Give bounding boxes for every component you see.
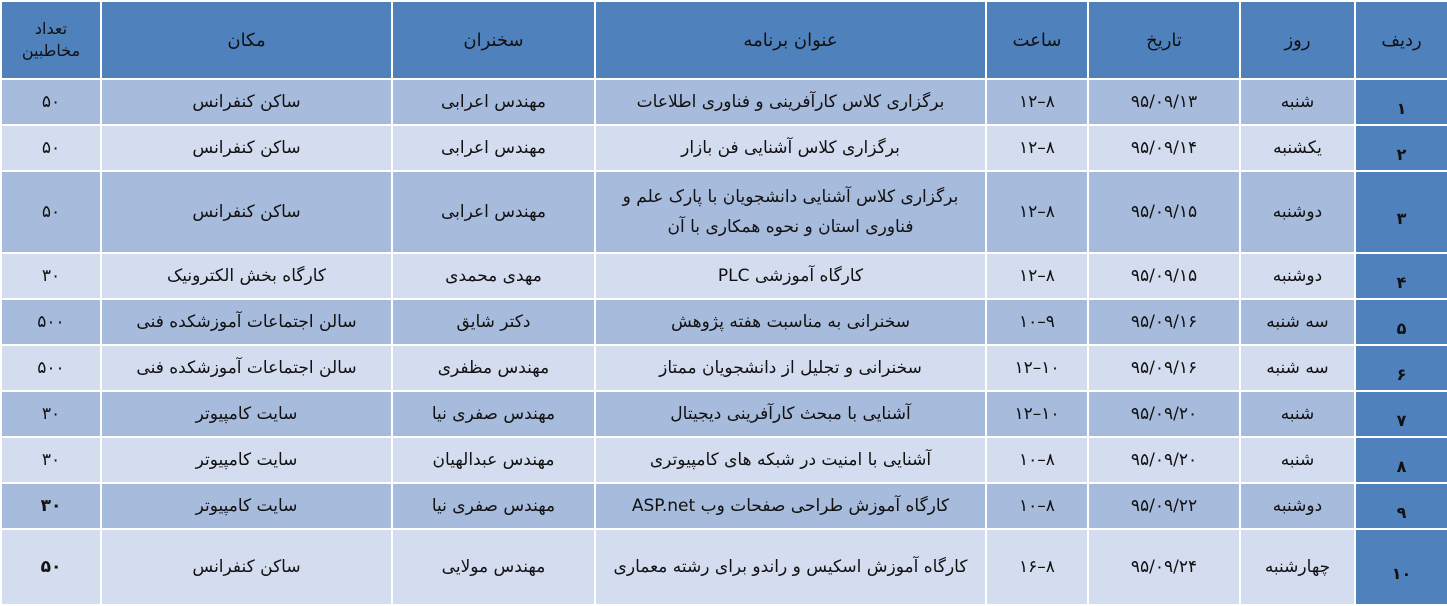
title-cell: کارگاه آموزش اسکیس و راندو برای رشته معماری (595, 529, 986, 605)
day-cell: یکشنبه (1240, 125, 1355, 171)
place-cell: سایت کامپیوتر (101, 391, 392, 437)
place-cell: ساکن کنفرانس (101, 529, 392, 605)
date-cell: ۹۵/۰۹/۲۰ (1088, 437, 1240, 483)
time-cell: ۱۰–۸ (986, 483, 1088, 529)
date-cell: ۹۵/۰۹/۱۵ (1088, 253, 1240, 299)
table-row (1, 299, 1447, 345)
title-cell: برگزاری کلاس کارآفرینی و فناوری اطلاعات (595, 79, 986, 125)
table-row (1, 529, 1447, 605)
table-row (1, 345, 1447, 391)
table-row (1, 79, 1447, 125)
row-number: ۳ (1355, 171, 1447, 253)
date-cell: ۹۵/۰۹/۱۴ (1088, 125, 1240, 171)
speaker-cell: مهندس صفری نیا (392, 483, 595, 529)
place-cell: سالن اجتماعات آموزشکده فنی (101, 299, 392, 345)
title-cell: آشنایی با مبحث کارآفرینی دیجیتال (595, 391, 986, 437)
speaker-cell: مهندس اعرابی (392, 171, 595, 253)
table-row (1, 391, 1447, 437)
header-date: تاریخ (1088, 1, 1240, 79)
place-cell: ساکن کنفرانس (101, 125, 392, 171)
audience-count-cell: ۳۰ (1, 483, 101, 529)
day-cell: شنبه (1240, 79, 1355, 125)
title-cell: کارگاه آموزشی PLC (595, 253, 986, 299)
title-cell: کارگاه آموزش طراحی صفحات وب ASP.net (595, 483, 986, 529)
table-row (1, 437, 1447, 483)
place-cell: سالن اجتماعات آموزشکده فنی (101, 345, 392, 391)
table-row (1, 125, 1447, 171)
place-cell: کارگاه بخش الکترونیک (101, 253, 392, 299)
title-cell: سخنرانی و تجلیل از دانشجویان ممتاز (595, 345, 986, 391)
time-cell: ۱۲–۸ (986, 79, 1088, 125)
table-row (1, 253, 1447, 299)
date-cell: ۹۵/۰۹/۲۰ (1088, 391, 1240, 437)
row-number: ۶ (1355, 345, 1447, 391)
title-cell: برگزاری کلاس آشنایی دانشجویان با پارک علم و فناوری استان و نحوه همکاری با آن (595, 171, 986, 253)
audience-count-cell: ۵۰ (1, 529, 101, 605)
date-cell: ۹۵/۰۹/۱۵ (1088, 171, 1240, 253)
table-row (1, 171, 1447, 253)
place-cell: ساکن کنفرانس (101, 79, 392, 125)
day-cell: سه شنبه (1240, 299, 1355, 345)
day-cell: شنبه (1240, 391, 1355, 437)
audience-count-cell: ۵۰ (1, 171, 101, 253)
speaker-cell: مهندس مظفری (392, 345, 595, 391)
audience-count-cell: ۳۰ (1, 437, 101, 483)
time-cell: ۱۰–۸ (986, 437, 1088, 483)
time-cell: ۱۲–۸ (986, 171, 1088, 253)
header-title: عنوان برنامه (595, 1, 986, 79)
day-cell: دوشنبه (1240, 171, 1355, 253)
title-cell: آشنایی با امنیت در شبکه های کامپیوتری (595, 437, 986, 483)
row-number: ۵ (1355, 299, 1447, 345)
time-cell: ۱۰–۹ (986, 299, 1088, 345)
date-cell: ۹۵/۰۹/۱۶ (1088, 299, 1240, 345)
header-row-number: ردیف (1355, 1, 1447, 79)
time-cell: ۱۲–۱۰ (986, 391, 1088, 437)
header-place: مکان (101, 1, 392, 79)
audience-count-cell: ۵۰۰ (1, 299, 101, 345)
day-cell: چهارشنبه (1240, 529, 1355, 605)
header-time: ساعت (986, 1, 1088, 79)
speaker-cell: دکتر شایق (392, 299, 595, 345)
day-cell: سه شنبه (1240, 345, 1355, 391)
row-number: ۱۰ (1355, 529, 1447, 605)
place-cell: ساکن کنفرانس (101, 171, 392, 253)
header-row (1, 1, 1447, 79)
row-number: ۹ (1355, 483, 1447, 529)
place-cell: سایت کامپیوتر (101, 483, 392, 529)
header-speaker: سخنران (392, 1, 595, 79)
date-cell: ۹۵/۰۹/۱۶ (1088, 345, 1240, 391)
time-cell: ۱۶–۸ (986, 529, 1088, 605)
speaker-cell: مهندس اعرابی (392, 79, 595, 125)
time-cell: ۱۲–۸ (986, 125, 1088, 171)
time-cell: ۱۲–۸ (986, 253, 1088, 299)
speaker-cell: مهندس مولایی (392, 529, 595, 605)
title-cell: برگزاری کلاس آشنایی فن بازار (595, 125, 986, 171)
row-number: ۱ (1355, 79, 1447, 125)
day-cell: شنبه (1240, 437, 1355, 483)
day-cell: دوشنبه (1240, 483, 1355, 529)
header-audience-count: تعداد مخاطبین (1, 1, 101, 79)
time-cell: ۱۲–۱۰ (986, 345, 1088, 391)
audience-count-cell: ۵۰ (1, 79, 101, 125)
table-row (1, 483, 1447, 529)
speaker-cell: مهندس صفری نیا (392, 391, 595, 437)
speaker-cell: مهندس اعرابی (392, 125, 595, 171)
row-number: ۸ (1355, 437, 1447, 483)
audience-count-cell: ۵۰ (1, 125, 101, 171)
title-cell: سخنرانی به مناسبت هفته پژوهش (595, 299, 986, 345)
row-number: ۴ (1355, 253, 1447, 299)
speaker-cell: مهندس عبدالهیان (392, 437, 595, 483)
row-number: ۲ (1355, 125, 1447, 171)
audience-count-cell: ۵۰۰ (1, 345, 101, 391)
header-day: روز (1240, 1, 1355, 79)
row-number: ۷ (1355, 391, 1447, 437)
speaker-cell: مهدی محمدی (392, 253, 595, 299)
audience-count-cell: ۳۰ (1, 391, 101, 437)
date-cell: ۹۵/۰۹/۱۳ (1088, 79, 1240, 125)
date-cell: ۹۵/۰۹/۲۴ (1088, 529, 1240, 605)
audience-count-cell: ۳۰ (1, 253, 101, 299)
place-cell: سایت کامپیوتر (101, 437, 392, 483)
day-cell: دوشنبه (1240, 253, 1355, 299)
date-cell: ۹۵/۰۹/۲۲ (1088, 483, 1240, 529)
